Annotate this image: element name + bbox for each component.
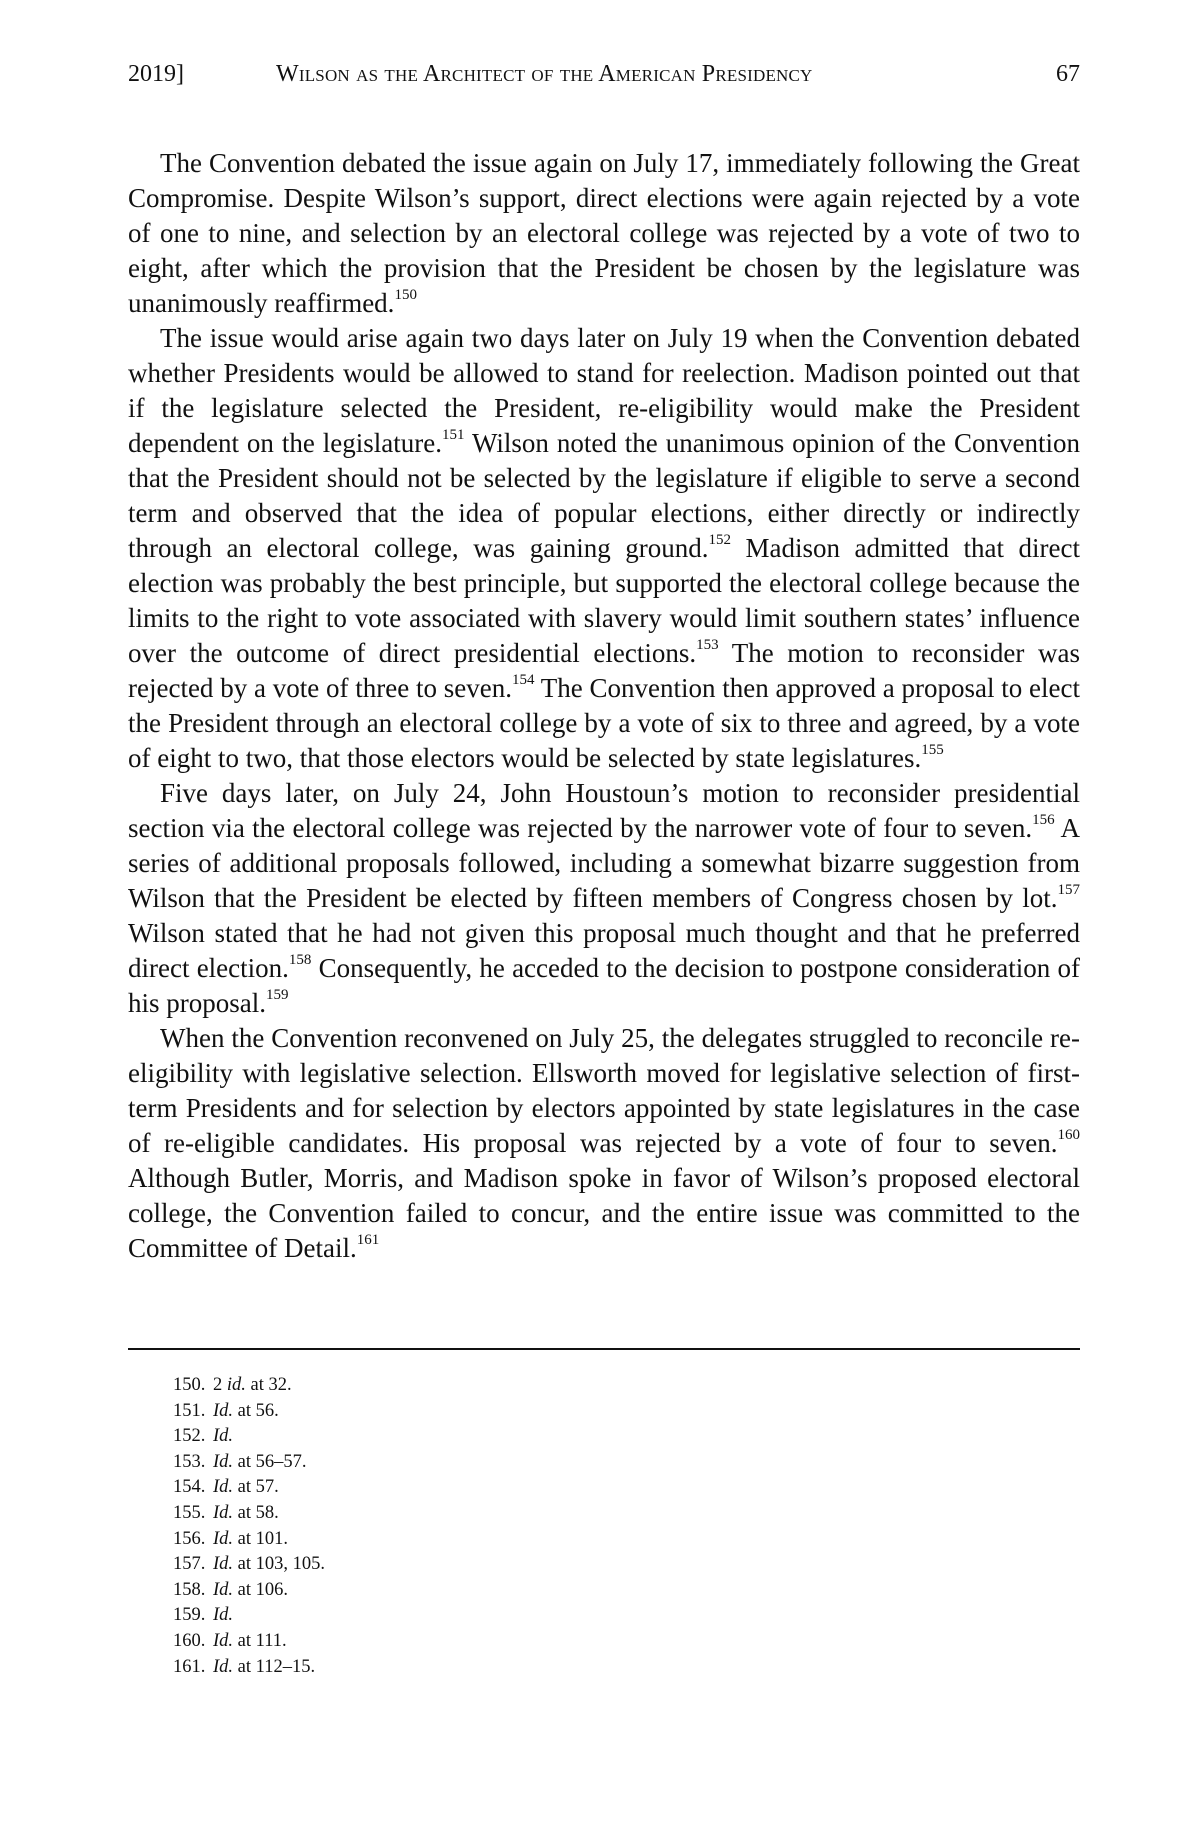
footnote-citation-id: Id. [213,1656,234,1677]
paragraph-text: Five days later, on July 24, John Houstoun’s motion to reconsider presidential section via the electoral college was rejected by the narrower vote of four to seven. [128,778,1080,843]
footnote-number: 159. [173,1605,206,1626]
paragraph-text: Although Butler, Morris, and Madison spoke in favor of Wilson’s proposed electoral college, the Convention failed to concur, and the entire issue was committed to the Committee of Detail. [128,1163,1080,1263]
footnote-citation-id: Id. [213,1528,234,1549]
footnote-number: 152. [173,1426,206,1447]
footnote-pinpoint: at 56. [233,1400,279,1421]
body-paragraph [128,321,1080,776]
paragraph-text: A series of additional proposals followed, including a somewhat bizarre suggestion from Wilson that the President be elected by fifteen members of Congress chosen by lot. [128,813,1080,913]
footnote-item [173,1399,325,1425]
footnote-citation-id: Id. [213,1605,234,1626]
footnote-pinpoint: at 58. [233,1502,279,1523]
footnote-citation-id: Id. [213,1554,234,1575]
paragraph-text: The motion to reconsider was rejected by a vote of three to seven. [128,638,1080,703]
footnote-citation-id: Id. [213,1579,234,1600]
footnote-citation-id: Id. [213,1502,234,1523]
paragraph-text: Wilson stated that he had not given this proposal much thought and that he preferred direct election. [128,918,1080,983]
footnote-reference[interactable]: 156 [1032,812,1055,828]
footnote-pinpoint: at 57. [233,1477,279,1498]
footnote-reference[interactable]: 157 [1057,882,1080,898]
footnote-number: 158. [173,1579,206,1600]
footnote-volume: 2 [213,1375,227,1395]
footnote-item [173,1655,325,1681]
footnote-divider [128,1348,1080,1350]
footnote-reference[interactable]: 151 [442,427,465,443]
footnote-reference[interactable]: 155 [921,742,944,758]
footnote-item [173,1450,325,1476]
paragraph-text: The Convention then approved a proposal to elect the President through an electoral college by a vote of six to three and agreed, by a vote of eight to two, that those electors would be selected by state legislatures. [128,673,1081,773]
footnote-citation-id: Id. [213,1477,234,1498]
footnote-item [173,1527,325,1553]
paragraph-text: The issue would arise again two days later on July 19 when the Convention debated whether Presidents would be allowed to stand for reelection. Madison pointed out that if the legislature selected the President, re-eligibility would make the President dependent on the legislature. [128,323,1080,458]
footnote-citation-id: Id. [213,1630,234,1651]
footnote-reference[interactable]: 150 [394,287,417,303]
footnote-item [173,1578,325,1604]
paragraph-text: The Convention debated the issue again on July 17, immediately following the Great Compromise. Despite Wilson’s support, direct elections were again rejected by a vote of one to nine, and selection by an electoral college was rejected by a vote of two to eight, after which the provision that the President be chosen by the legislature was unanimously reaffirmed. [128,148,1080,318]
footnote-reference[interactable]: 152 [708,532,731,548]
running-header [128,56,1080,92]
paragraph-text: When the Convention reconvened on July 25, the delegates struggled to reconcile re-eligibility with legislative selection. Ellsworth moved for legislative selection of first-term Presidents and for selection by electors appointed by state legislatures in the case of re-eligible candidates. His proposal was rejected by a vote of four to seven. [128,1023,1080,1158]
footnotes-list [173,1373,325,1680]
footnote-item [173,1475,325,1501]
footnote-reference[interactable]: 154 [511,672,535,688]
footnote-reference[interactable]: 161 [356,1232,380,1248]
footnote-item [173,1629,325,1655]
footnote-number: 153. [173,1451,206,1472]
body-text [128,146,1080,1266]
footnote-item [173,1424,325,1450]
footnote-item [173,1373,325,1399]
footnote-pinpoint: at 112–15. [233,1656,316,1677]
footnote-item [173,1552,325,1578]
footnote-number: 150. [173,1375,206,1395]
header-title: Wilson as the Architect of the American Presidency [276,61,813,87]
footnote-pinpoint: at 106. [233,1579,289,1600]
paragraph-text: Wilson noted the unanimous opinion of the Convention that the President should not be selected by the legislature if eligible to serve a second term and observed that the idea of popular elections, either directly or indirectly through an electoral college, was gaining ground. [128,428,1080,563]
footnote-number: 160. [173,1630,206,1651]
footnote-number: 161. [173,1656,206,1677]
footnote-number: 156. [173,1528,206,1549]
body-paragraph [128,146,1080,321]
paragraph-text: Consequently, he acceded to the decision to postpone consideration of his proposal. [128,953,1080,1018]
footnote-reference[interactable]: 158 [288,952,312,968]
page-number: 67 [1056,61,1080,87]
footnote-reference[interactable]: 160 [1057,1127,1080,1143]
footnote-pinpoint: at 56–57. [233,1451,307,1472]
footnote-number: 154. [173,1477,206,1498]
paragraph-text: Madison admitted that direct election was probably the best principle, but supported the electoral college because the limits to the right to vote associated with slavery would limit southern states’ influence over the outcome of direct presidential elections. [128,533,1080,668]
footnote-item [173,1603,325,1629]
footnote-citation-id: id. [226,1375,246,1395]
footnote-number: 157. [173,1554,206,1575]
footnote-pinpoint: at 111. [233,1630,287,1651]
header-year: 2019] [128,61,184,87]
body-paragraph [128,1021,1080,1266]
footnote-reference[interactable]: 159 [266,987,289,1003]
footnote-citation-id: Id. [213,1426,234,1447]
footnote-citation-id: Id. [213,1451,234,1472]
footnote-pinpoint: at 101. [233,1528,289,1549]
footnote-number: 155. [173,1502,206,1523]
footnote-pinpoint: at 32. [245,1375,292,1395]
footnote-reference[interactable]: 153 [696,637,719,653]
footnote-citation-id: Id. [213,1400,234,1421]
footnote-item [173,1501,325,1527]
footnote-number: 151. [173,1400,206,1421]
body-paragraph [128,776,1080,1021]
footnote-pinpoint: at 103, 105. [233,1554,326,1575]
